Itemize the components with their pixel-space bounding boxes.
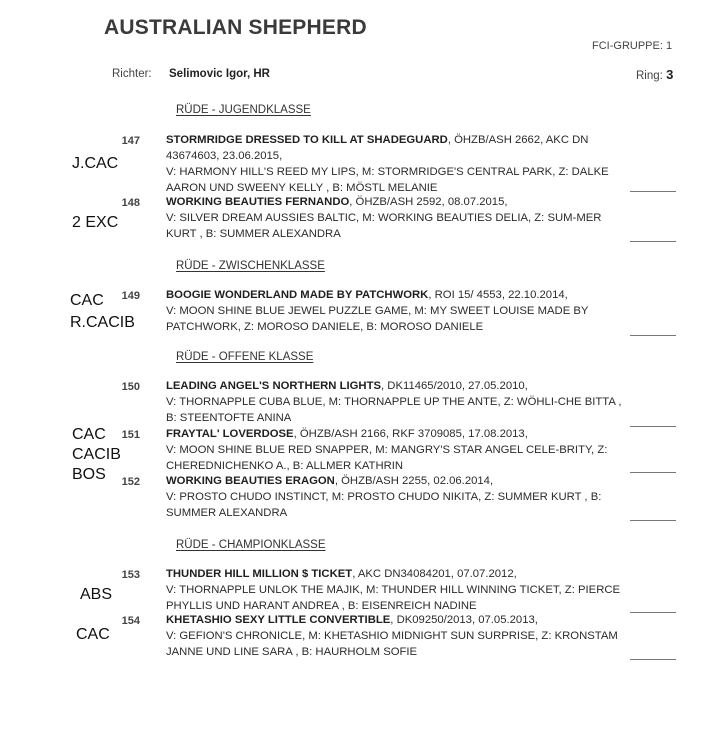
fci-group: FCI-GRUPPE: 1 [592,40,673,52]
dog-details: , ÖHZB/ASH 2662, AKC DN 43674603, 23.06.2015, [166,134,589,162]
entry-text [166,566,622,614]
ring-label: Ring: [636,70,663,82]
judge-label: Richter: [112,68,152,80]
ring-number: 3 [666,67,674,82]
dog-parents: V: MOON SHINE BLUE RED SNAPPER, M: MANGRY'S STAR ANGEL CELE-BRITY, Z: CHEREDNICHENKO A., B: ALLMER KATHRIN [166,444,608,472]
class-heading-champion: RÜDE - CHAMPIONKLASSE [176,539,326,551]
handwritten-result: CAC [72,426,106,443]
entry-text [166,378,622,426]
dog-parents: V: SILVER DREAM AUSSIES BALTIC, M: WORKING BEAUTIES DELIA, Z: SUM-MER KURT , B: SUMMER ALEXANDRA [166,212,602,240]
entry-text [166,287,622,335]
dog-name: KHETASHIO SEXY LITTLE CONVERTIBLE [166,614,391,626]
dog-name: FRAYTAL' LOVERDOSE [166,428,294,440]
result-line [630,426,676,427]
entry-number: 149 [121,290,140,302]
dog-details: , ÖHZB/ASH 2166, RKF 3709085, 17.08.2013, [293,428,528,440]
handwritten-result: CACIB [72,446,121,463]
dog-details: , ÖHZB/ASH 2592, 08.07.2015, [349,196,508,208]
dog-parents: V: GEFION'S CHRONICLE, M: KHETASHIO MIDNIGHT SUN SURPRISE, Z: KRONSTAM JANNE UND LINE SARA , B: HAURHOLM SOFIE [166,630,618,658]
class-heading-zwischen: RÜDE - ZWISCHENKLASSE [176,260,325,272]
dog-details: , ROI 15/ 4553, 22.10.2014, [428,289,568,301]
result-line [630,520,676,521]
entry-number: 152 [121,476,140,488]
class-heading-offene: RÜDE - OFFENE KLASSE [176,351,314,363]
handwritten-result: R.CACIB [70,314,135,331]
dog-parents: V: THORNAPPLE CUBA BLUE, M: THORNAPPLE UP THE ANTE, Z: WÖHLI-CHE BITTA , B: STEENTOFTE ANINA [166,396,622,424]
entry-text [166,194,622,242]
judge-name: Selimovic Igor, HR [169,68,270,80]
result-line [630,335,676,336]
dog-name: STORMRIDGE DRESSED TO KILL AT SHADEGUARD [166,134,448,146]
result-line [630,472,676,473]
handwritten-result: BOS [72,466,106,483]
result-line [630,241,676,242]
entry-number: 153 [121,569,140,581]
handwritten-result: J.CAC [72,155,119,172]
result-line [630,612,676,613]
handwritten-result: ABS [80,586,113,603]
dog-parents: V: HARMONY HILL'S REED MY LIPS, M: STORMRIDGE'S CENTRAL PARK, Z: DALKE AARON UND SWEENY KELLY , B: MÖSTL MELANIE [166,166,609,194]
dog-details: , ÖHZB/ASH 2255, 02.06.2014, [334,475,494,487]
dog-parents: V: PROSTO CHUDO INSTINCT, M: PROSTO CHUDO NIKITA, Z: SUMMER KURT , B: SUMMER ALEXANDRA [166,491,602,519]
dog-name: THUNDER HILL MILLION $ TICKET [166,568,353,580]
handwritten-result: CAC [76,626,110,643]
handwritten-result: 2 EXC [72,214,119,231]
handwritten-result: CAC [70,292,104,309]
dog-name: BOOGIE WONDERLAND MADE BY PATCHWORK [166,289,429,301]
entry-number: 154 [121,615,140,627]
entry-number: 147 [121,135,140,147]
dog-parents: V: MOON SHINE BLUE JEWEL PUZZLE GAME, M: MY SWEET LOUISE MADE BY PATCHWORK, Z: MOROSO DANIELE, B: MOROSO DANIELE [166,305,589,333]
ring-info [636,67,673,82]
dog-parents: V: THORNAPPLE UNLOK THE MAJIK, M: THUNDER HILL WINNING TICKET, Z: PIERCE PHYLLIS UND HARANT ANDREA , B: EISENREICH NADINE [166,584,621,612]
dog-name: WORKING BEAUTIES ERAGON [166,475,335,487]
entry-text [166,473,622,521]
result-line [630,659,676,660]
entry-number: 148 [121,197,140,209]
entry-text [166,132,622,196]
dog-details: , DK11465/2010, 27.05.2010, [381,380,528,392]
breed-title: AUSTRALIAN SHEPHERD [104,16,367,39]
dog-name: LEADING ANGEL'S NORTHERN LIGHTS [166,380,382,392]
dog-details: , DK09250/2013, 07.05.2013, [390,614,538,626]
dog-name: WORKING BEAUTIES FERNANDO [166,196,350,208]
entry-number: 151 [121,429,140,441]
entry-text [166,612,622,660]
entry-number: 150 [121,381,140,393]
entry-text [166,426,622,474]
class-heading-jugend: RÜDE - JUGENDKLASSE [176,104,311,116]
result-line [630,191,676,192]
dog-details: , AKC DN34084201, 07.07.2012, [352,568,517,580]
